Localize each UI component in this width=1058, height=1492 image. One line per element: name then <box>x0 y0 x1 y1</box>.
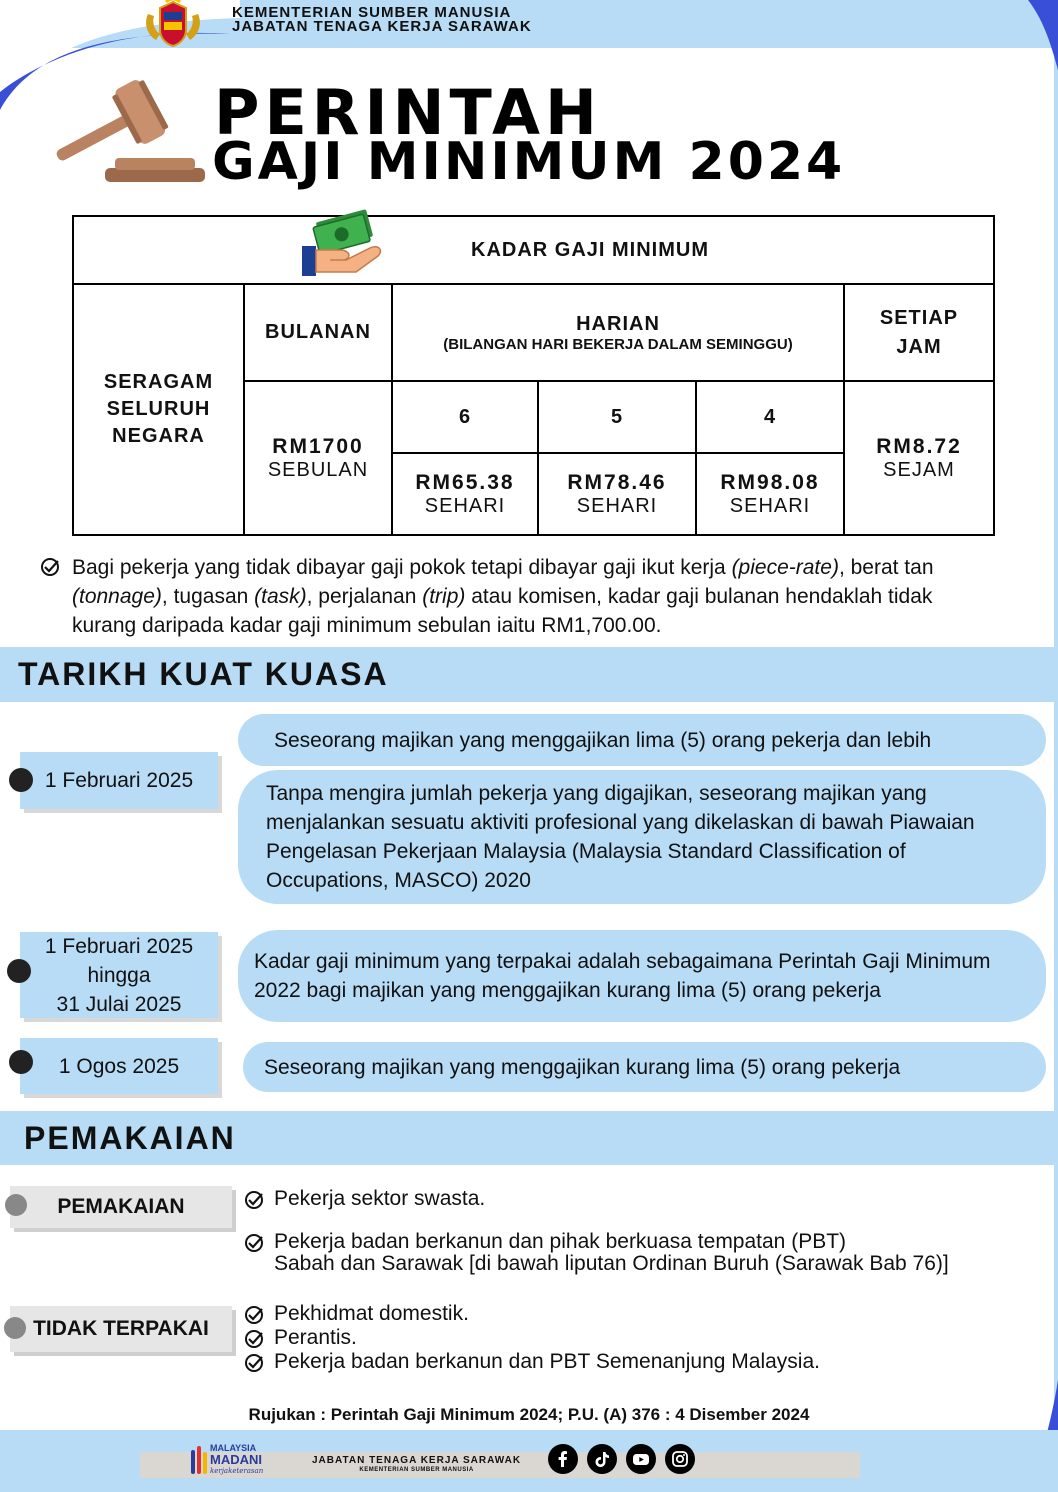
daily-header <box>393 285 843 380</box>
hourly-header-line-1: SETIAP <box>879 306 959 329</box>
monthly-value: RM1700 <box>272 434 364 458</box>
monthly-unit: SEBULAN <box>267 458 369 481</box>
footer-organization <box>312 1455 521 1473</box>
note-text-part: Bagi pekerja yang tidak dibayar gaji pokok tetapi dibayar gaji ikut kerja <box>72 556 732 579</box>
check-circle-icon <box>40 557 60 577</box>
applies-item-line: Sabah dan Sarawak [di bawah liputan Ordinan Buruh (Sarawak Bab 76)] <box>274 1252 949 1275</box>
ministry-line-2: JABATAN TENAGA KERJA SARAWAK <box>232 18 532 35</box>
bullet-dot <box>4 1317 26 1339</box>
row-label-line-2: SELURUH <box>106 398 211 420</box>
facebook-icon[interactable] <box>548 1444 578 1474</box>
not-applies-item <box>244 1303 469 1325</box>
not-applies-item <box>244 1327 357 1349</box>
note-text-part: , perjalanan <box>306 585 423 608</box>
monthly-header: BULANAN <box>265 321 371 343</box>
footer-org-sub: KEMENTERIAN SUMBER MANUSIA <box>359 1467 474 1473</box>
check-circle-icon <box>244 1305 264 1325</box>
gavel-icon <box>50 70 210 190</box>
note-italic-term: (piece-rate) <box>731 556 839 579</box>
note-text-part: , berat tan <box>838 556 934 579</box>
tarikh-section-title: TARIKH KUAT KUASA <box>18 656 389 692</box>
check-circle-icon <box>244 1329 264 1349</box>
tiktok-glyph <box>593 1450 611 1468</box>
timeline-dot <box>7 959 31 983</box>
madani-emblem-icon <box>190 1446 208 1478</box>
malaysia-madani-logo <box>190 1442 270 1482</box>
ministry-line-1: KEMENTERIAN SUMBER MANUSIA <box>232 4 512 21</box>
malaysia-crest-logo <box>138 0 208 48</box>
title-line-1: PERINTAH <box>214 76 602 149</box>
daily-rate-value: RM65.38 <box>415 470 515 494</box>
effective-item: Kadar gaji minimum yang terpakai adalah sebagaimana Perintah Gaji Minimum 2022 bagi majikan yang menggajikan kurang lima (5) orang pekerja <box>238 930 1046 1022</box>
timeline-dot <box>9 768 33 792</box>
effective-item: Tanpa mengira jumlah pekerja yang digajikan, seseorang majikan yang menjalankan sesuatu aktiviti profesional yang dikelaskan di bawah Piawaian Pengelasan Pekerjaan Malaysia (Malaysia Standard Classification of Occupations, MASCO) 2020 <box>238 770 1046 904</box>
madani-logo-line-1: MALAYSIA <box>210 1443 257 1453</box>
reference-text: Rujukan : Perintah Gaji Minimum 2024; P.U. (A) 376 : 4 Disember 2024 <box>248 1405 810 1424</box>
title-line-2: GAJI MINIMUM 2024 <box>212 132 846 192</box>
timeline-dot <box>9 1050 33 1074</box>
hourly-value: RM8.72 <box>876 434 962 458</box>
effective-item: Seseorang majikan yang menggajikan kurang lima (5) orang pekerja <box>243 1042 1046 1092</box>
applies-item-text: Pekerja sektor swasta. <box>274 1187 486 1210</box>
note-text-part: atau komisen, kadar gaji bulanan hendaklah tidak kurang daripada kadar gaji minimum sebulan iaitu RM1,700.00. <box>72 585 933 637</box>
applies-tag: PEMAKAIAN <box>10 1186 232 1228</box>
not-applies-item-text: Perantis. <box>274 1326 357 1349</box>
hourly-cell <box>845 382 993 534</box>
footer-org-name: JABATAN TENAGA KERJA SARAWAK <box>312 1455 522 1466</box>
daily-rate-unit: SEHARI <box>424 494 506 517</box>
money-hand-icon <box>300 208 384 278</box>
date-box-3: 1 Ogos 2025 <box>20 1038 218 1094</box>
not-applies-item-text: Pekhidmat domestik. <box>274 1302 469 1325</box>
table-heading: KADAR GAJI MINIMUM <box>471 238 709 261</box>
madani-logo-tagline: kerjaketerasan <box>210 1467 264 1475</box>
date-box-1: 1 Februari 2025 <box>20 752 218 809</box>
daily-header-title: HARIAN <box>576 312 660 335</box>
note-italic-term: (task) <box>254 585 307 608</box>
not-applies-item-text: Pekerja badan berkanun dan PBT Semenanjung Malaysia. <box>274 1350 820 1373</box>
date-range-word: hingga <box>87 963 151 987</box>
daily-rate-unit: SEHARI <box>729 494 811 517</box>
row-label <box>74 285 243 534</box>
daily-rate-unit: SEHARI <box>576 494 658 517</box>
applies-item-text <box>274 1231 949 1275</box>
not-applies-item <box>244 1351 820 1373</box>
youtube-glyph <box>632 1450 650 1468</box>
hourly-header-line-2: JAM <box>896 335 942 358</box>
youtube-icon[interactable] <box>626 1444 656 1474</box>
daily-header-subtitle: (BILANGAN HARI BEKERJA DALAM SEMINGGU) <box>443 335 793 353</box>
bullet-dot <box>5 1194 27 1216</box>
note-text <box>72 553 1000 640</box>
daily-days-5: 5 <box>610 405 624 428</box>
date-range-end: 31 Julai 2025 <box>56 992 182 1016</box>
hourly-unit: SEJAM <box>883 458 955 481</box>
instagram-icon[interactable] <box>665 1444 695 1474</box>
tiktok-icon[interactable] <box>587 1444 617 1474</box>
effective-item: Seseorang majikan yang menggajikan lima (5) orang pekerja dan lebih <box>238 714 1046 766</box>
monthly-cell <box>245 382 391 534</box>
hourly-header <box>845 285 993 380</box>
row-label-line-1: SERAGAM <box>103 371 214 393</box>
daily-rate-value: RM78.46 <box>567 470 667 494</box>
pemakaian-section-title: PEMAKAIAN <box>24 1120 236 1156</box>
daily-rate-4 <box>697 454 843 534</box>
date-range-start: 1 Februari 2025 <box>44 934 194 958</box>
daily-rate-6 <box>393 454 537 534</box>
daily-rate-value: RM98.08 <box>720 470 820 494</box>
applies-item <box>244 1231 949 1275</box>
note-italic-term: (tonnage) <box>72 585 162 608</box>
daily-days-6: 6 <box>458 405 472 428</box>
check-circle-icon <box>244 1353 264 1373</box>
facebook-glyph <box>554 1450 572 1468</box>
note-text-part: , tugasan <box>161 585 255 608</box>
applies-item <box>244 1188 485 1210</box>
ministry-name <box>232 6 532 34</box>
daily-days-4: 4 <box>763 405 777 428</box>
check-circle-icon <box>244 1190 264 1210</box>
madani-logo-line-2: MADANI <box>210 1452 262 1467</box>
not-applies-tag: TIDAK TERPAKAI <box>10 1306 232 1352</box>
date-box-2 <box>20 932 218 1018</box>
daily-rate-5 <box>539 454 695 534</box>
applies-item-line: Pekerja badan berkanun dan pihak berkuasa tempatan (PBT) <box>274 1230 847 1253</box>
instagram-glyph <box>671 1450 689 1468</box>
row-label-line-3: NEGARA <box>112 425 205 447</box>
note-italic-term: (trip) <box>422 585 466 608</box>
check-circle-icon <box>244 1233 264 1253</box>
piece-rate-note <box>40 553 1000 640</box>
